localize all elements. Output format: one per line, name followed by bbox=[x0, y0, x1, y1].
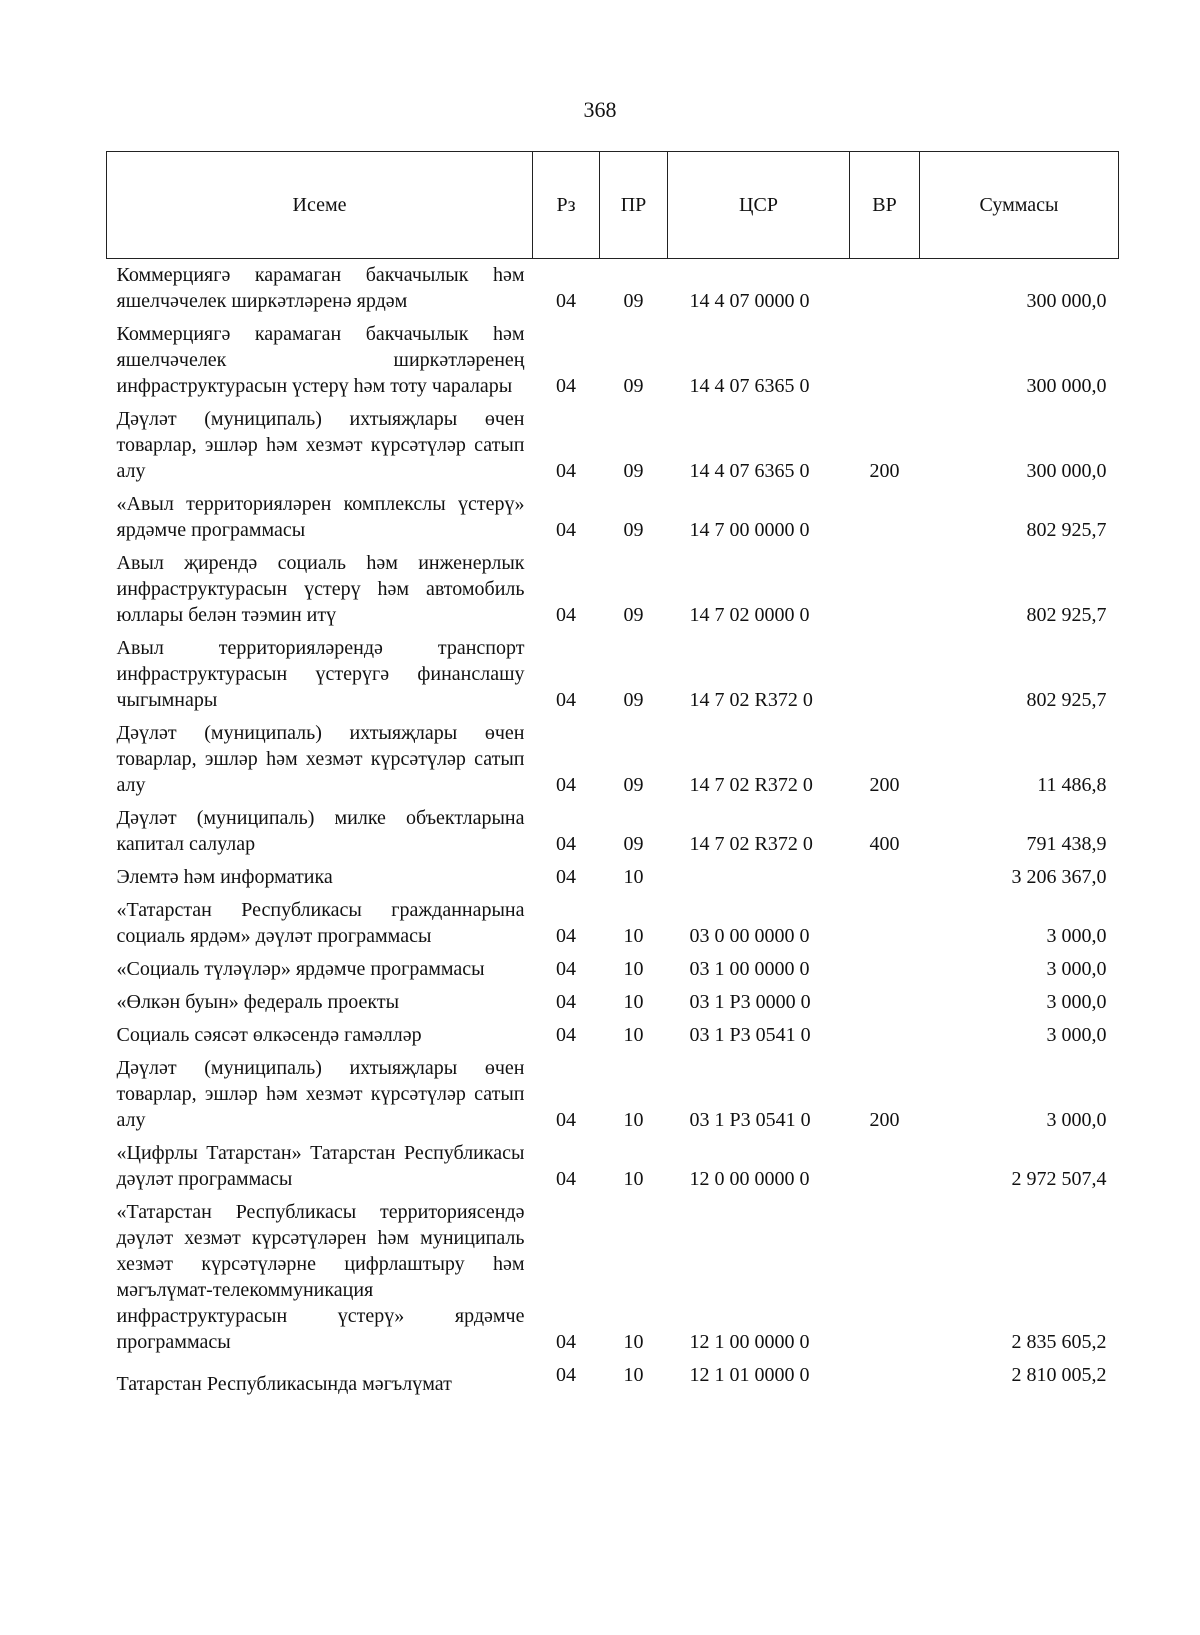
row-pr: 10 bbox=[623, 1364, 644, 1386]
row-sum: 300 000,0 bbox=[1026, 375, 1107, 397]
table-row bbox=[107, 488, 1119, 547]
row-pr: 10 bbox=[623, 1331, 644, 1353]
row-sum: 300 000,0 bbox=[1026, 290, 1107, 312]
row-csr: 03 1 00 0000 0 bbox=[689, 958, 810, 980]
row-vr bbox=[850, 318, 920, 403]
table-row bbox=[107, 953, 1119, 986]
row-csr: 12 1 01 0000 0 bbox=[689, 1364, 810, 1386]
row-rz: 04 bbox=[556, 833, 576, 855]
row-vr bbox=[850, 259, 920, 319]
row-name: Татарстан Республикасында мәгълүмат bbox=[116, 1373, 452, 1395]
row-vr: 400 bbox=[869, 833, 900, 855]
row-pr: 10 bbox=[623, 1109, 644, 1131]
row-pr: 09 bbox=[623, 774, 644, 796]
row-vr bbox=[850, 861, 920, 894]
row-csr: 14 4 07 6365 0 bbox=[689, 375, 810, 397]
row-sum: 3 000,0 bbox=[1046, 1024, 1107, 1046]
row-sum: 11 486,8 bbox=[1037, 774, 1107, 796]
header-rz: Рз bbox=[533, 152, 600, 259]
row-rz: 04 bbox=[556, 925, 576, 947]
row-name: «Авыл территорияләрен комплекслы үстерү» ярдәмче программасы bbox=[116, 493, 525, 541]
row-vr bbox=[850, 488, 920, 547]
row-pr: 10 bbox=[623, 1168, 644, 1190]
row-csr: 14 7 02 R372 0 bbox=[689, 833, 813, 855]
row-name: Дәүләт (муниципаль) ихтыяҗлары өчен товарлар, эшләр һәм хезмәт күрсәтүләр сатып алу bbox=[116, 408, 525, 482]
row-sum: 2 810 005,2 bbox=[1011, 1364, 1107, 1386]
row-rz: 04 bbox=[556, 1168, 576, 1190]
row-name: Авыл җирендә социаль һәм инженерлык инфраструктурасын үстерү һәм автомобиль юллары белән тәэмин итү bbox=[116, 552, 525, 626]
row-pr: 09 bbox=[623, 375, 644, 397]
row-name: «Татарстан Республикасы территориясендә дәүләт хезмәт күрсәтүләрен һәм муниципаль хезмәт күрсәтүләрне цифрлаштыру һәм мәгълүмат-телекоммуникация инфраструктурасын үстерү» ярдәмче программасы bbox=[116, 1201, 525, 1353]
row-csr: 03 1 Р3 0541 0 bbox=[689, 1109, 811, 1131]
row-name: Авыл территорияләрендә транспорт инфраструктурасын үстерүгә финанслашу чыгымнары bbox=[116, 637, 525, 711]
row-csr: 03 1 Р3 0541 0 bbox=[689, 1024, 811, 1046]
table-row bbox=[107, 894, 1119, 953]
row-pr: 09 bbox=[623, 833, 644, 855]
row-vr bbox=[850, 1196, 920, 1359]
row-pr: 10 bbox=[623, 866, 644, 888]
row-csr bbox=[668, 861, 850, 894]
table-row bbox=[107, 1019, 1119, 1052]
table-row bbox=[107, 802, 1119, 861]
row-rz: 04 bbox=[556, 1024, 576, 1046]
table-row bbox=[107, 1359, 1119, 1401]
row-vr bbox=[850, 632, 920, 717]
row-vr: 200 bbox=[869, 1109, 900, 1131]
row-vr bbox=[850, 986, 920, 1019]
row-rz: 04 bbox=[556, 866, 576, 888]
header-vr: ВР bbox=[850, 152, 920, 259]
table-row bbox=[107, 259, 1119, 319]
page-number: 368 bbox=[583, 97, 617, 122]
row-csr: 14 7 00 0000 0 bbox=[689, 519, 810, 541]
row-sum: 3 000,0 bbox=[1046, 958, 1107, 980]
row-csr: 03 0 00 0000 0 bbox=[689, 925, 810, 947]
row-rz: 04 bbox=[556, 958, 576, 980]
row-pr: 09 bbox=[623, 519, 644, 541]
row-rz: 04 bbox=[556, 1331, 576, 1353]
row-sum: 802 925,7 bbox=[1026, 604, 1107, 626]
row-vr bbox=[850, 547, 920, 632]
row-csr: 12 1 00 0000 0 bbox=[689, 1331, 810, 1353]
row-name: Коммерциягә карамаган бакчачылык һәм яшелчәчелек ширкәтләренең инфраструктурасын үстерү һәм тоту чаралары bbox=[116, 323, 525, 397]
row-sum: 3 206 367,0 bbox=[1011, 866, 1107, 888]
row-rz: 04 bbox=[556, 375, 576, 397]
row-vr bbox=[850, 953, 920, 986]
row-name: «Татарстан Республикасы гражданнарына социаль ярдәм» дәүләт программасы bbox=[116, 899, 525, 947]
table-row bbox=[107, 1137, 1119, 1196]
row-sum: 802 925,7 bbox=[1026, 689, 1107, 711]
table-header-row bbox=[107, 152, 1119, 259]
header-pr: ПР bbox=[600, 152, 668, 259]
row-pr: 10 bbox=[623, 1024, 644, 1046]
table-row bbox=[107, 717, 1119, 802]
row-pr: 10 bbox=[623, 991, 644, 1013]
row-csr: 14 7 02 R372 0 bbox=[689, 774, 813, 796]
row-name: Коммерциягә карамаган бакчачылык һәм яшелчәчелек ширкәтләренә ярдәм bbox=[116, 264, 525, 312]
row-name: Социаль сәясәт өлкәсендә гамәлләр bbox=[116, 1024, 422, 1046]
row-vr: 200 bbox=[869, 460, 900, 482]
row-csr: 14 4 07 0000 0 bbox=[689, 290, 810, 312]
row-pr: 09 bbox=[623, 290, 644, 312]
table-row bbox=[107, 986, 1119, 1019]
row-rz: 04 bbox=[556, 604, 576, 626]
table-row bbox=[107, 632, 1119, 717]
header-name: Исеме bbox=[107, 152, 533, 259]
row-name: Дәүләт (муниципаль) милке объектларына капитал салулар bbox=[116, 807, 525, 855]
row-name: «Өлкән буын» федераль проекты bbox=[116, 991, 400, 1013]
row-pr: 09 bbox=[623, 460, 644, 482]
row-csr: 14 7 02 R372 0 bbox=[689, 689, 813, 711]
row-pr: 09 bbox=[623, 689, 644, 711]
row-name: «Цифрлы Татарстан» Татарстан Республикасы дәүләт программасы bbox=[116, 1142, 525, 1190]
row-rz: 04 bbox=[556, 290, 576, 312]
row-vr bbox=[850, 1137, 920, 1196]
row-pr: 10 bbox=[623, 958, 644, 980]
row-sum: 791 438,9 bbox=[1026, 833, 1107, 855]
budget-table bbox=[106, 151, 1119, 1401]
table-row bbox=[107, 1052, 1119, 1137]
row-csr: 14 4 07 6365 0 bbox=[689, 460, 810, 482]
row-name: «Социаль түләүләр» ярдәмче программасы bbox=[116, 958, 485, 980]
table-row bbox=[107, 547, 1119, 632]
row-sum: 3 000,0 bbox=[1046, 1109, 1107, 1131]
row-sum: 3 000,0 bbox=[1046, 925, 1107, 947]
table-row bbox=[107, 1196, 1119, 1359]
row-sum: 3 000,0 bbox=[1046, 991, 1107, 1013]
row-csr: 12 0 00 0000 0 bbox=[689, 1168, 810, 1190]
row-rz: 04 bbox=[556, 1109, 576, 1131]
row-sum: 2 972 507,4 bbox=[1011, 1168, 1107, 1190]
row-rz: 04 bbox=[556, 774, 576, 796]
table-row bbox=[107, 318, 1119, 403]
row-name: Элемтә һәм информатика bbox=[116, 866, 333, 888]
row-vr bbox=[850, 894, 920, 953]
row-rz: 04 bbox=[556, 460, 576, 482]
row-sum: 300 000,0 bbox=[1026, 460, 1107, 482]
row-vr bbox=[850, 1019, 920, 1052]
row-vr bbox=[850, 1359, 920, 1401]
header-csr: ЦСР bbox=[668, 152, 850, 259]
row-name: Дәүләт (муниципаль) ихтыяҗлары өчен товарлар, эшләр һәм хезмәт күрсәтүләр сатып алу bbox=[116, 1057, 525, 1131]
row-sum: 802 925,7 bbox=[1026, 519, 1107, 541]
row-vr: 200 bbox=[869, 774, 900, 796]
row-name: Дәүләт (муниципаль) ихтыяҗлары өчен товарлар, эшләр һәм хезмәт күрсәтүләр сатып алу bbox=[116, 722, 525, 796]
row-sum: 2 835 605,2 bbox=[1011, 1331, 1107, 1353]
row-rz: 04 bbox=[556, 1364, 576, 1386]
header-sum: Суммасы bbox=[920, 152, 1119, 259]
row-pr: 09 bbox=[623, 604, 644, 626]
row-rz: 04 bbox=[556, 689, 576, 711]
row-pr: 10 bbox=[623, 925, 644, 947]
row-rz: 04 bbox=[556, 991, 576, 1013]
row-csr: 14 7 02 0000 0 bbox=[689, 604, 810, 626]
row-rz: 04 bbox=[556, 519, 576, 541]
table-row bbox=[107, 861, 1119, 894]
table-row bbox=[107, 403, 1119, 488]
row-csr: 03 1 Р3 0000 0 bbox=[689, 991, 811, 1013]
